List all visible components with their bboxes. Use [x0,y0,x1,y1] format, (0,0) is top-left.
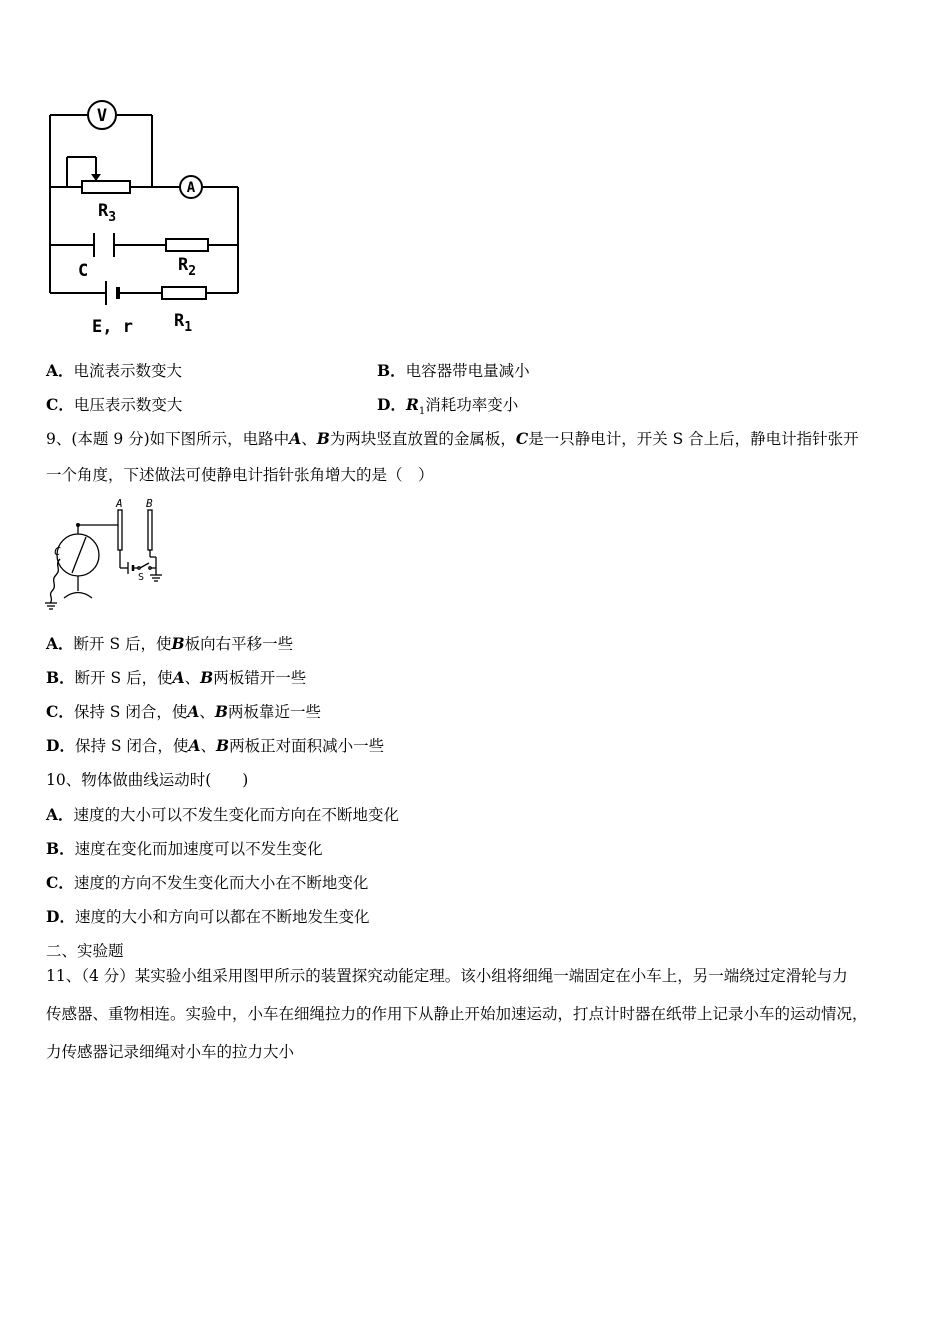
r2-label: R [178,255,189,275]
option-letter: B． [46,839,75,858]
r1-subscript: 1 [184,320,193,335]
option-letter: C． [46,395,74,414]
option-letter: D． [377,395,406,414]
option-letter: D． [46,907,75,926]
option-text: 电压表示数变大 [73,396,183,414]
q9-option-b: B．断开 S 后，使A、B两板错开一些 [46,668,307,687]
q8-option-a [46,361,182,381]
q9-option-c: C．保持 S 闭合，使A、B两板靠近一些 [46,702,321,721]
electrometer-label: C [54,545,61,558]
voltmeter-label: V [96,106,108,126]
q10-option-a [46,805,399,825]
option-text: 速度在变化而加速度可以不发生变化 [74,840,323,858]
electrometer-diagram [40,495,180,615]
option-letter: A． [46,805,74,824]
r2-subscript: 2 [188,264,197,279]
plate-a-label: A [116,497,123,510]
option-letter: B． [377,361,406,380]
option-text: 消耗功率变小 [425,396,519,414]
switch-label: S [138,572,145,583]
option-letter: C． [46,702,74,721]
q8-option-c [46,395,182,415]
q10-option-d [46,907,369,927]
q11-line2: 传感器、重物相连。实验中，小车在细绳拉力的作用下从静止开始加速运动，打点计时器在纸带上记录小车的运动情况， [46,1005,868,1023]
svg-text:R1 [174,311,192,335]
option-text: 速度的方向不发生变化而大小在不断地变化 [73,874,369,892]
r1-subscript: 1 [418,406,426,418]
q9-option-d: D．保持 S 闭合，使A、B两板正对面积减小一些 [46,736,385,755]
q10-option-b [46,839,323,859]
q9-stem-line2: 一个角度，下述做法可使静电计指针张角增大的是（ ） [46,466,434,484]
option-text: 电流表示数变大 [73,362,183,380]
q9-stem-line1: 9、(本题 9 分)如下图所示，电路中A、B为两块竖直放置的金属板，C是一只静电计，开关 S 合上后，静电计指针张开 [46,429,859,448]
battery-label: E, r [92,317,133,337]
q10-option-c [46,873,368,893]
plate-b-label: B [146,497,153,510]
option-text: 速度的大小可以不发生变化而方向在不断地变化 [73,806,400,824]
r3-label: R [98,201,109,221]
r1-label: R [174,311,185,331]
q11-line1: 11、（4 分）某实验小组采用图甲所示的装置探究动能定理。该小组将细绳一端固定在小车上，另一端绕过定滑轮与力 [46,967,848,985]
ammeter-label: A [186,180,196,196]
svg-text:R3 [98,201,116,225]
section-title: 二、实验题 [46,942,124,960]
option-text: 电容器带电量减小 [405,362,530,380]
r1-symbol: R [405,395,419,414]
q11-line3: 力传感器记录细绳对小车的拉力大小 [46,1043,295,1061]
r3-subscript: 3 [108,210,117,225]
circuit-diagram [40,100,250,345]
capacitor-label: C [78,261,89,281]
option-letter: B． [46,668,75,687]
q10-stem: 10、物体做曲线运动时( ) [46,771,249,789]
option-letter: A． [46,361,74,380]
option-text: 速度的大小和方向可以都在不断地发生变化 [74,908,370,926]
option-letter: C． [46,873,74,892]
option-letter: A． [46,634,74,653]
svg-text:R2 [178,255,196,279]
q8-option-b [377,361,530,381]
q8-option-d [377,395,518,422]
option-letter: D． [46,736,75,755]
q9-option-a: A．断开 S 后，使B板向右平移一些 [46,634,294,653]
